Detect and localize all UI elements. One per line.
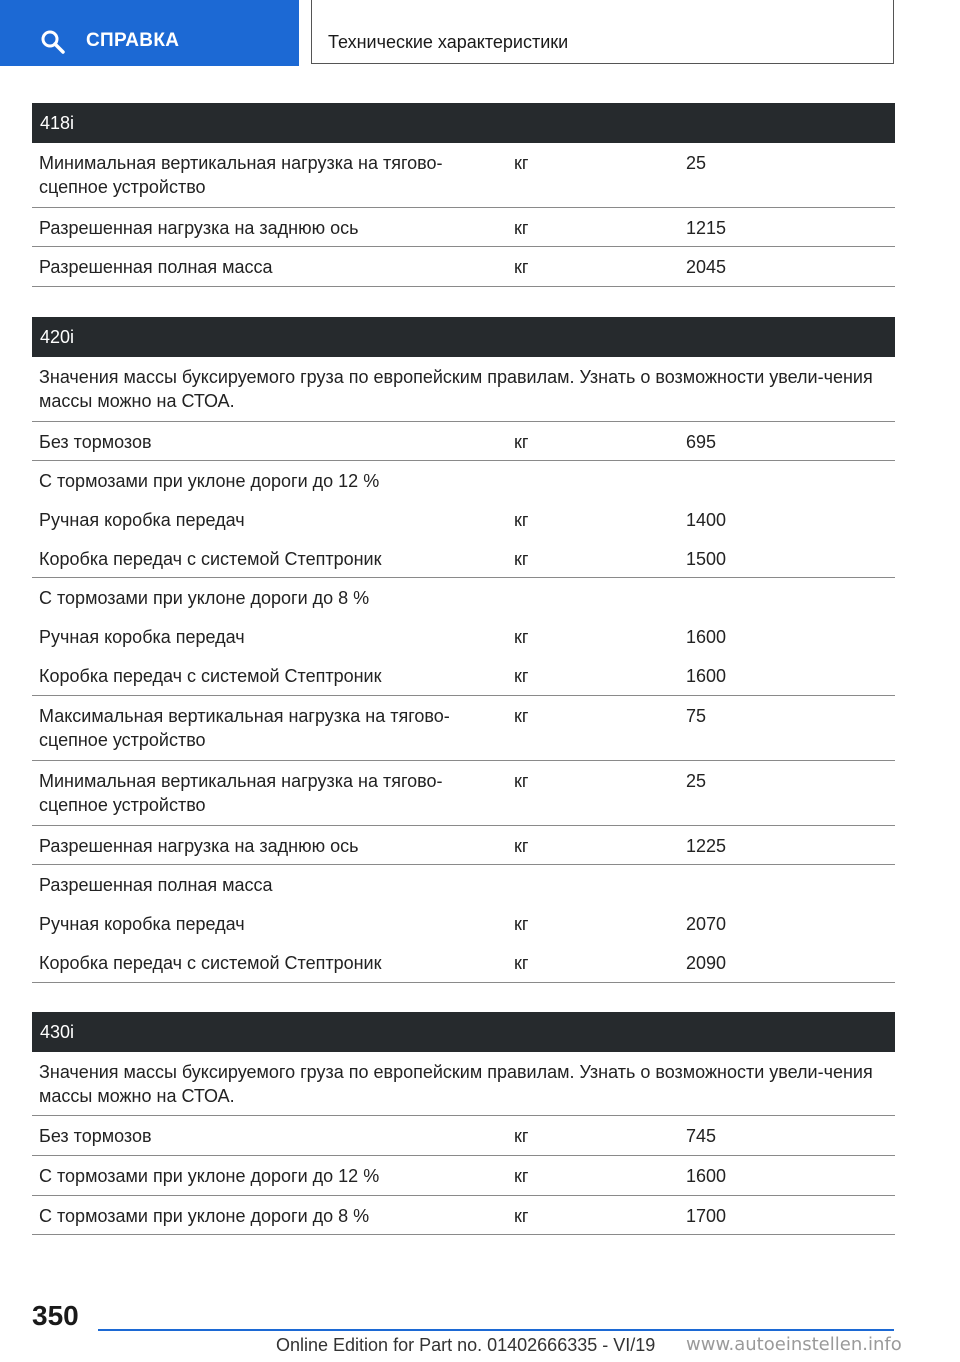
row-label: Разрешенная нагрузка на заднюю ось: [39, 218, 359, 238]
row-value: 1600: [686, 666, 727, 686]
row-label: Без тормозов: [39, 432, 152, 452]
table-note-row: [32, 1052, 895, 1116]
edition-text: Online Edition for Part no. 01402666335 - VI/19: [276, 1335, 656, 1355]
table-row: [32, 247, 895, 287]
row-label: С тормозами при уклоне дороги до 12 %: [39, 471, 380, 491]
row-value: 1600: [686, 1166, 727, 1186]
table-420i: [32, 317, 895, 983]
row-label: Без тормозов: [39, 1126, 152, 1146]
row-unit: кг: [514, 706, 529, 726]
row-unit: кг: [514, 257, 529, 277]
page-number: 350: [32, 1300, 79, 1331]
row-label: Максимальная вертикальная нагрузка на тягово-сцепное устройство: [39, 706, 450, 750]
table-title: 430i: [32, 1012, 895, 1052]
row-value: 1700: [686, 1206, 727, 1226]
row-value: 1225: [686, 836, 727, 856]
table-418i: [32, 103, 895, 287]
row-unit: кг: [514, 836, 529, 856]
search-tab[interactable]: [0, 0, 299, 66]
row-unit: кг: [514, 1166, 529, 1186]
table-430i: [32, 1012, 895, 1235]
table-row: [32, 208, 895, 247]
footer-divider: [98, 1329, 894, 1331]
row-value: 1400: [686, 510, 727, 530]
row-value: 25: [686, 771, 707, 791]
row-unit: кг: [514, 1206, 529, 1226]
row-unit: кг: [514, 510, 529, 530]
row-unit: кг: [514, 153, 529, 173]
row-value: 2090: [686, 953, 727, 973]
table-row: [32, 143, 895, 208]
breadcrumb[interactable]: [311, 0, 894, 64]
row-label: Разрешенная полная масса: [39, 257, 273, 277]
row-unit: кг: [514, 914, 529, 934]
table-row: [32, 761, 895, 826]
table-row-group: [32, 461, 895, 578]
search-icon: [40, 29, 66, 55]
table-row-group: [32, 865, 895, 983]
row-label: Разрешенная нагрузка на заднюю ось: [39, 836, 359, 856]
row-unit: кг: [514, 432, 529, 452]
row-label: Коробка передач с системой Стептроник: [39, 953, 382, 973]
row-label: Ручная коробка передач: [39, 627, 245, 647]
table-row: [32, 1116, 895, 1156]
row-value: 2070: [686, 914, 727, 934]
table-row: [32, 1196, 895, 1235]
table-row: [32, 422, 895, 461]
table-note: Значения массы буксируемого груза по европейским правилам. Узнать о возможности увели-чения массы можно на СТОА.: [39, 367, 873, 411]
row-unit: кг: [514, 666, 529, 686]
row-value: 25: [686, 153, 707, 173]
table-title: 420i: [32, 317, 895, 357]
table-note: Значения массы буксируемого груза по европейским правилам. Узнать о возможности увели-чения массы можно на СТОА.: [39, 1062, 873, 1106]
row-label: Коробка передач с системой Стептроник: [39, 666, 382, 686]
row-unit: кг: [514, 1126, 529, 1146]
row-label: Ручная коробка передач: [39, 510, 245, 530]
row-label: Разрешенная полная масса: [39, 875, 273, 895]
row-label: Минимальная вертикальная нагрузка на тягово-сцепное устройство: [39, 153, 443, 197]
row-label: Ручная коробка передач: [39, 914, 245, 934]
row-unit: кг: [514, 627, 529, 647]
table-row: [32, 1156, 895, 1196]
row-unit: кг: [514, 218, 529, 238]
row-value: 1215: [686, 218, 727, 238]
top-bar: [0, 0, 960, 66]
row-value: 1500: [686, 549, 727, 569]
row-unit: кг: [514, 953, 529, 973]
row-label: С тормозами при уклоне дороги до 8 %: [39, 588, 370, 608]
row-label: С тормозами при уклоне дороги до 12 %: [39, 1166, 380, 1186]
table-title: 418i: [32, 103, 895, 143]
table-row: [32, 696, 895, 761]
breadcrumb-text: Технические характеристики: [328, 32, 569, 52]
row-value: 695: [686, 432, 717, 452]
row-label: Минимальная вертикальная нагрузка на тягово-сцепное устройство: [39, 771, 443, 815]
row-value: 75: [686, 706, 707, 726]
watermark: www.autoeinstellen.info: [686, 1334, 902, 1355]
row-value: 2045: [686, 257, 727, 277]
table-note-row: [32, 357, 895, 422]
table-row: [32, 826, 895, 865]
row-unit: кг: [514, 549, 529, 569]
row-label: Коробка передач с системой Стептроник: [39, 549, 382, 569]
row-label: С тормозами при уклоне дороги до 8 %: [39, 1206, 370, 1226]
row-unit: кг: [514, 771, 529, 791]
search-label: СПРАВКА: [86, 30, 180, 51]
row-value: 745: [686, 1126, 717, 1146]
table-row-group: [32, 578, 895, 696]
row-value: 1600: [686, 627, 727, 647]
